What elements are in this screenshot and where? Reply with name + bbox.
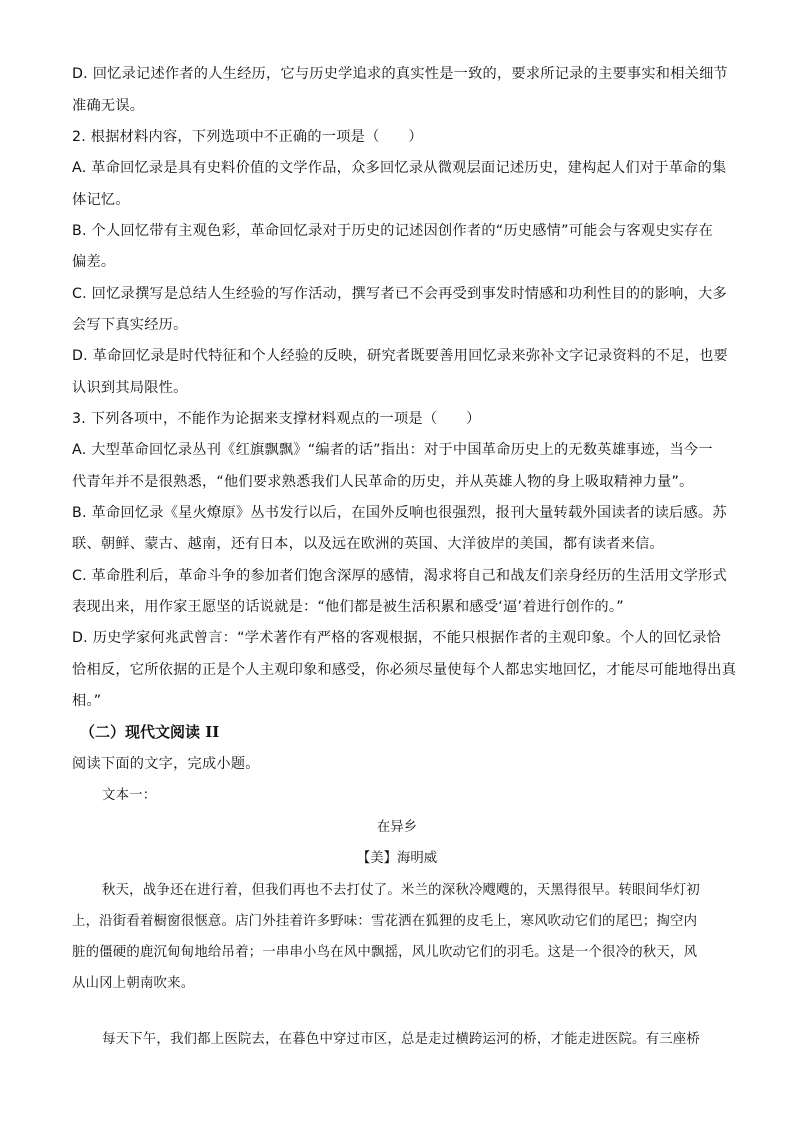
text1-p2-line1: 每天下午，我们都上医院去，在暮色中穿过市区，总是走过横跨运河的桥，才能走进医院。有三座桥 [102,1032,700,1047]
q3-stem: 3. 下列各项中，不能作为论据来支撑材料观点的一项是（ ） [72,411,481,427]
text1-label: 文本一： [102,788,157,803]
q3-option-d-line2: 恰相反，它所依据的正是个人主观印象和感受，你必须尽量使每个人都忠实地回忆，才能尽可能地得出真 [72,662,737,678]
text1-p1-line3: 脏的僵硬的鹿沉甸甸地给吊着；一串串小鸟在风中飘摇，风儿吹动它们的羽毛。这是一个很冷的秋天，风 [72,945,698,960]
q3-option-b-line1: B. 革命回忆录《星火燎原》丛书发行以后，在国外反响也很强烈，报刊大量转载外国读者的读后感。苏 [72,505,727,521]
q2-option-b-line2: 偏差。 [72,254,116,270]
q2-stem: 2. 根据材料内容，下列选项中不正确的一项是（ ） [72,129,423,145]
q3-option-a-line1: A. 大型革命回忆录丛刊《红旗飘飘》“编者的话”指出：对于中国革命历史上的无数英雄事迹，当今一 [72,442,713,458]
q2-option-b-line1: B. 个人回忆带有主观色彩，革命回忆录对于历史的记述因创作者的“历史感情”可能会与客观史实存在 [72,223,714,239]
q3-option-c-line1: C. 革命胜利后，革命斗争的参加者们饱含深厚的感情，渴求将自己和战友们亲身经历的生活用文学形式 [72,568,727,584]
q2-option-a-line2: 体记忆。 [72,192,130,208]
q1-option-d-line1: D. 回忆录记述作者的人生经历，它与历史学追求的真实性是一致的，要求所记录的主要事实和相关细节 [72,66,728,82]
q3-option-d-line3: 相。” [72,693,102,709]
q3-option-b-line2: 联、朝鲜、蒙古、越南，还有日本，以及远在欧洲的英国、大洋彼岸的美国，都有读者来信。 [72,536,664,552]
q2-option-d-line2: 认识到其局限性。 [72,380,188,396]
q3-option-d-line1: D. 历史学家何兆武曾言：“学术著作有严格的客观根据，不能只根据作者的主观印象。个人的回忆录恰 [72,630,722,646]
text1-p1-line4: 从山冈上朝南吹来。 [72,976,195,991]
q1-option-d-line2: 准确无误。 [72,98,145,114]
q2-option-d-line1: D. 革命回忆录是时代特征和个人经验的反映，研究者既要善用回忆录来弥补文字记录资料的不足，也要 [72,348,728,364]
section-title: （二）现代文阅读 II [80,723,220,741]
q2-option-a-line1: A. 革命回忆录是具有史料价值的文学作品，众多回忆录从微观层面记述历史，建构起人们对于革命的集 [72,160,727,176]
section-instruction: 阅读下面的文字，完成小题。 [72,756,260,772]
text1-p1-line2: 上，沿街看着橱窗很惬意。店门外挂着许多野味：雪花洒在狐狸的皮毛上，寒风吹动它们的尾巴；掏空内 [72,914,698,929]
q2-option-c-line2: 会写下真实经历。 [72,317,188,333]
text1-title: 在异乡 [376,820,418,835]
q3-option-c-line2: 表现出来，用作家王愿坚的话说就是：“他们都是被生活积累和感受‘逼’着进行创作的。” [72,599,624,615]
q3-option-a-line2: 代青年并不是很熟悉，“他们要求熟悉我们人民革命的历史，并从英雄人物的身上吸取精神力量”。 [72,474,694,490]
q2-option-c-line1: C. 回忆录撰写是总结人生经验的写作活动，撰写者已不会再受到事发时情感和功利性目的的影响，大多 [72,286,727,302]
text1-p1-line1: 秋天，战争还在进行着，但我们再也不去打仗了。米兰的深秋冷飕飕的，天黑得很早。转眼间华灯初 [102,883,700,898]
text1-author: 【美】海明威 [356,851,438,866]
